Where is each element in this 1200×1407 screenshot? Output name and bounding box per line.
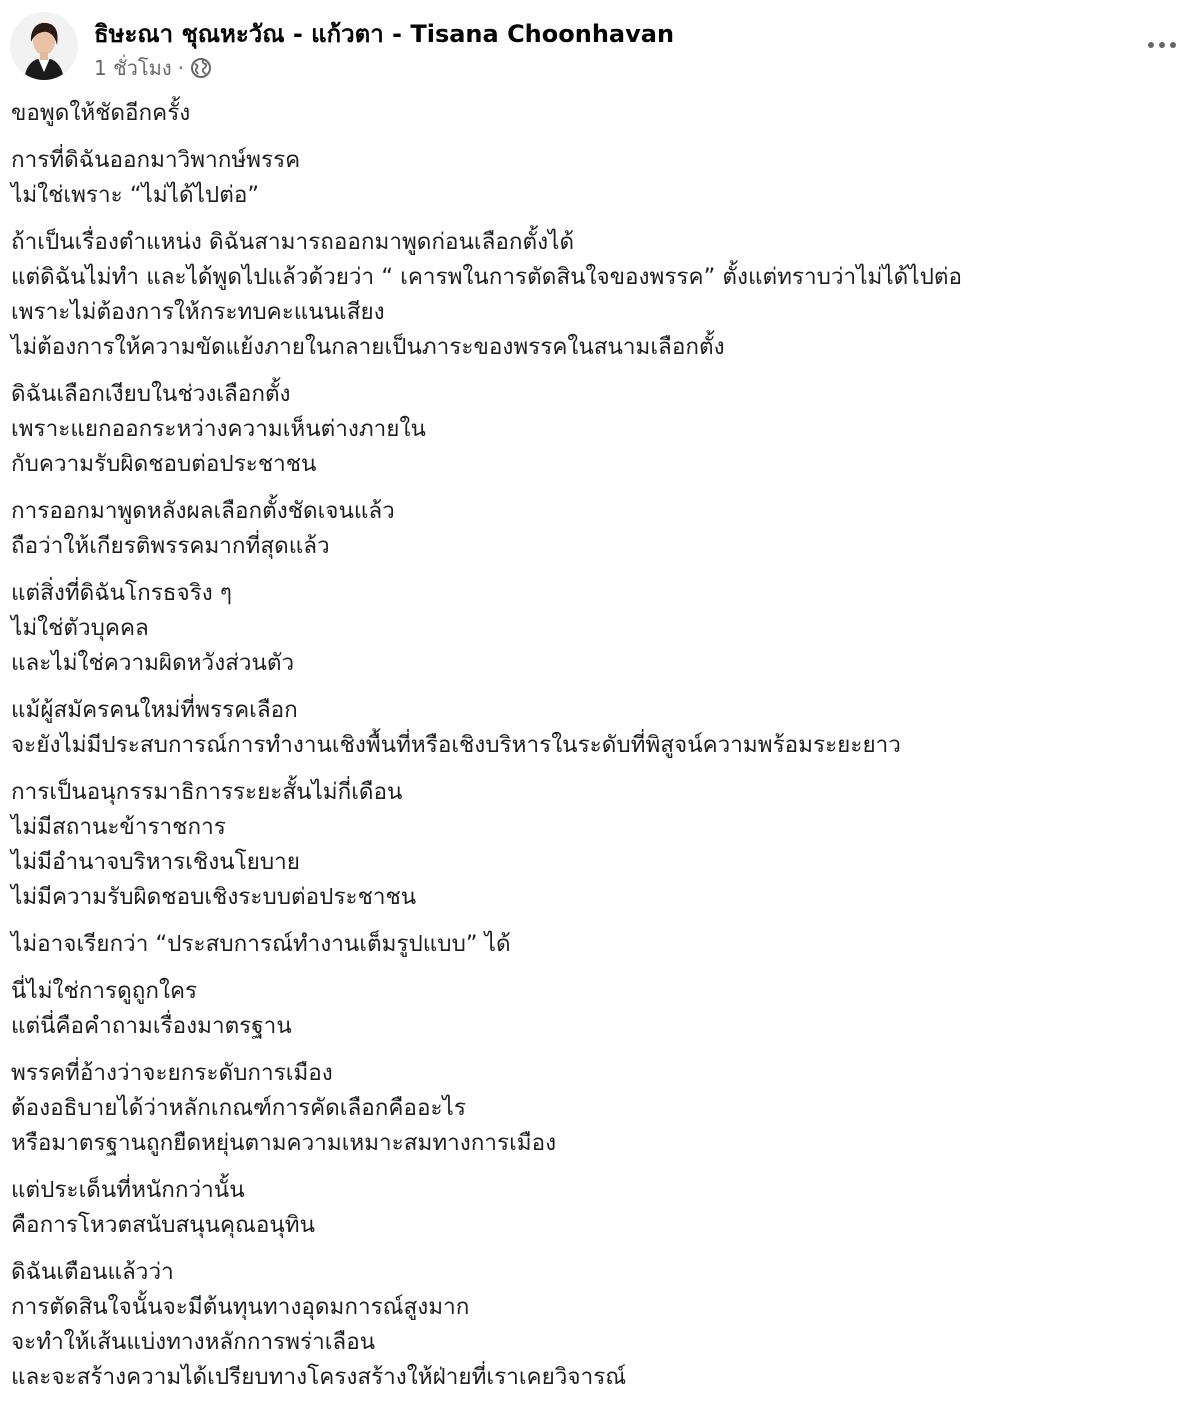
post-text-line: จะทำให้เส้นแบ่งทางหลักการพร่าเลือน — [11, 1329, 376, 1355]
post-text-line: ไม่ใช่เพราะ “ไม่ได้ไปต่อ” — [11, 182, 259, 208]
post-text-line: และจะสร้างความได้เปรียบทางโครงสร้างให้ฝ่ายที่เราเคยวิจารณ์ — [11, 1364, 627, 1390]
post-text-line: ถ้าเป็นเรื่องตำแหน่ง ดิฉันสามารถออกมาพูดก่อนเลือกตั้งได้ — [11, 229, 575, 255]
post-paragraph — [11, 775, 1181, 915]
post-text-line: ไม่ต้องการให้ความขัดแย้งภายในกลายเป็นภาระของพรรคในสนามเลือกตั้ง — [11, 334, 725, 360]
post-meta — [94, 52, 212, 84]
post-paragraph — [11, 1173, 1181, 1243]
post-text-line: การตัดสินใจนั้นจะมีต้นทุนทางอุดมการณ์สูงมาก — [11, 1294, 470, 1320]
post-text-line: ต้องอธิบายได้ว่าหลักเกณฑ์การคัดเลือกคืออะไร — [11, 1095, 466, 1121]
post-text-line: กับความรับผิดชอบต่อประชาชน — [11, 451, 317, 477]
post-text-line: และไม่ใช่ความผิดหวังส่วนตัว — [11, 650, 295, 676]
post-text-line: ไม่มีสถานะข้าราชการ — [11, 814, 226, 840]
post-paragraph — [11, 494, 1181, 564]
post-text-line: การที่ดิฉันออกมาวิพากษ์พรรค — [11, 147, 301, 173]
meta-separator: · — [177, 56, 184, 80]
post-text-line: ดิฉันเลือกเงียบในช่วงเลือกตั้ง — [11, 381, 291, 407]
post-text-line: การออกมาพูดหลังผลเลือกตั้งชัดเจนแล้ว — [11, 498, 395, 524]
post-paragraph — [11, 1255, 1181, 1395]
post-text-line: พรรคที่อ้างว่าจะยกระดับการเมือง — [11, 1060, 333, 1086]
post-paragraph — [11, 225, 1181, 365]
post-text-line: ขอพูดให้ชัดอีกครั้ง — [11, 100, 191, 126]
author-avatar[interactable] — [10, 12, 78, 80]
post-content — [11, 96, 1181, 1407]
post-paragraph — [11, 96, 1181, 131]
author-name[interactable]: ธิษะณา ชุณหะวัณ - แก้วตา - Tisana Choonhavan — [94, 20, 675, 48]
post-text-line: เพราะแยกออกระหว่างความเห็นต่างภายใน — [11, 416, 426, 442]
post-text-line: แต่นี่คือคำถามเรื่องมาตรฐาน — [11, 1013, 292, 1039]
globe-icon[interactable] — [190, 57, 212, 79]
post-text-line: แม้ผู้สมัครคนใหม่ที่พรรคเลือก — [11, 697, 298, 723]
post-text-line: หรือมาตรฐานถูกยืดหยุ่นตามความเหมาะสมทางการเมือง — [11, 1130, 557, 1156]
post-paragraph — [11, 377, 1181, 482]
post-text-line: ไม่มีอำนาจบริหารเชิงนโยบาย — [11, 849, 300, 875]
post-text-line: ไม่มีความรับผิดชอบเชิงระบบต่อประชาชน — [11, 884, 417, 910]
post-text-line: จะยังไม่มีประสบการณ์การทำงานเชิงพื้นที่หรือเชิงบริหารในระดับที่พิสูจน์ความพร้อมระยะยาว — [11, 732, 901, 758]
post-text-line: แต่สิ่งที่ดิฉันโกรธจริง ๆ — [11, 580, 233, 606]
post-paragraph — [11, 974, 1181, 1044]
post-text-line: แต่ประเด็นที่หนักกว่านั้น — [11, 1177, 245, 1203]
avatar-image — [10, 12, 78, 80]
post-text-line: ไม่อาจเรียกว่า “ประสบการณ์ทำงานเต็มรูปแบบ” ได้ — [11, 931, 511, 957]
post-paragraph — [11, 1056, 1181, 1161]
post-paragraph — [11, 927, 1181, 962]
more-options-icon[interactable] — [1142, 30, 1182, 60]
post-text-line: คือการโหวตสนับสนุนคุณอนุทิน — [11, 1212, 315, 1238]
post-timestamp[interactable]: 1 ชั่วโมง — [94, 56, 172, 80]
post-paragraph — [11, 693, 1181, 763]
post-header — [10, 10, 1190, 85]
post-paragraph — [11, 143, 1181, 213]
post-text-line: แต่ดิฉันไม่ทำ และได้พูดไปแล้วด้วยว่า “ เคารพในการตัดสินใจของพรรค” ตั้งแต่ทราบว่าไม่ได้ไปต่อ — [11, 264, 962, 290]
post-text-line: เพราะไม่ต้องการให้กระทบคะแนนเสียง — [11, 299, 385, 325]
post-text-line: การเป็นอนุกรรมาธิการระยะสั้นไม่กี่เดือน — [11, 779, 403, 805]
post-text-line: ดิฉันเตือนแล้วว่า — [11, 1259, 174, 1285]
post-text-line: นี่ไม่ใช่การดูถูกใคร — [11, 978, 198, 1004]
post-text-line: ถือว่าให้เกียรติพรรคมากที่สุดแล้ว — [11, 533, 330, 559]
post-text-line: ไม่ใช่ตัวบุคคล — [11, 615, 149, 641]
post-paragraph — [11, 576, 1181, 681]
